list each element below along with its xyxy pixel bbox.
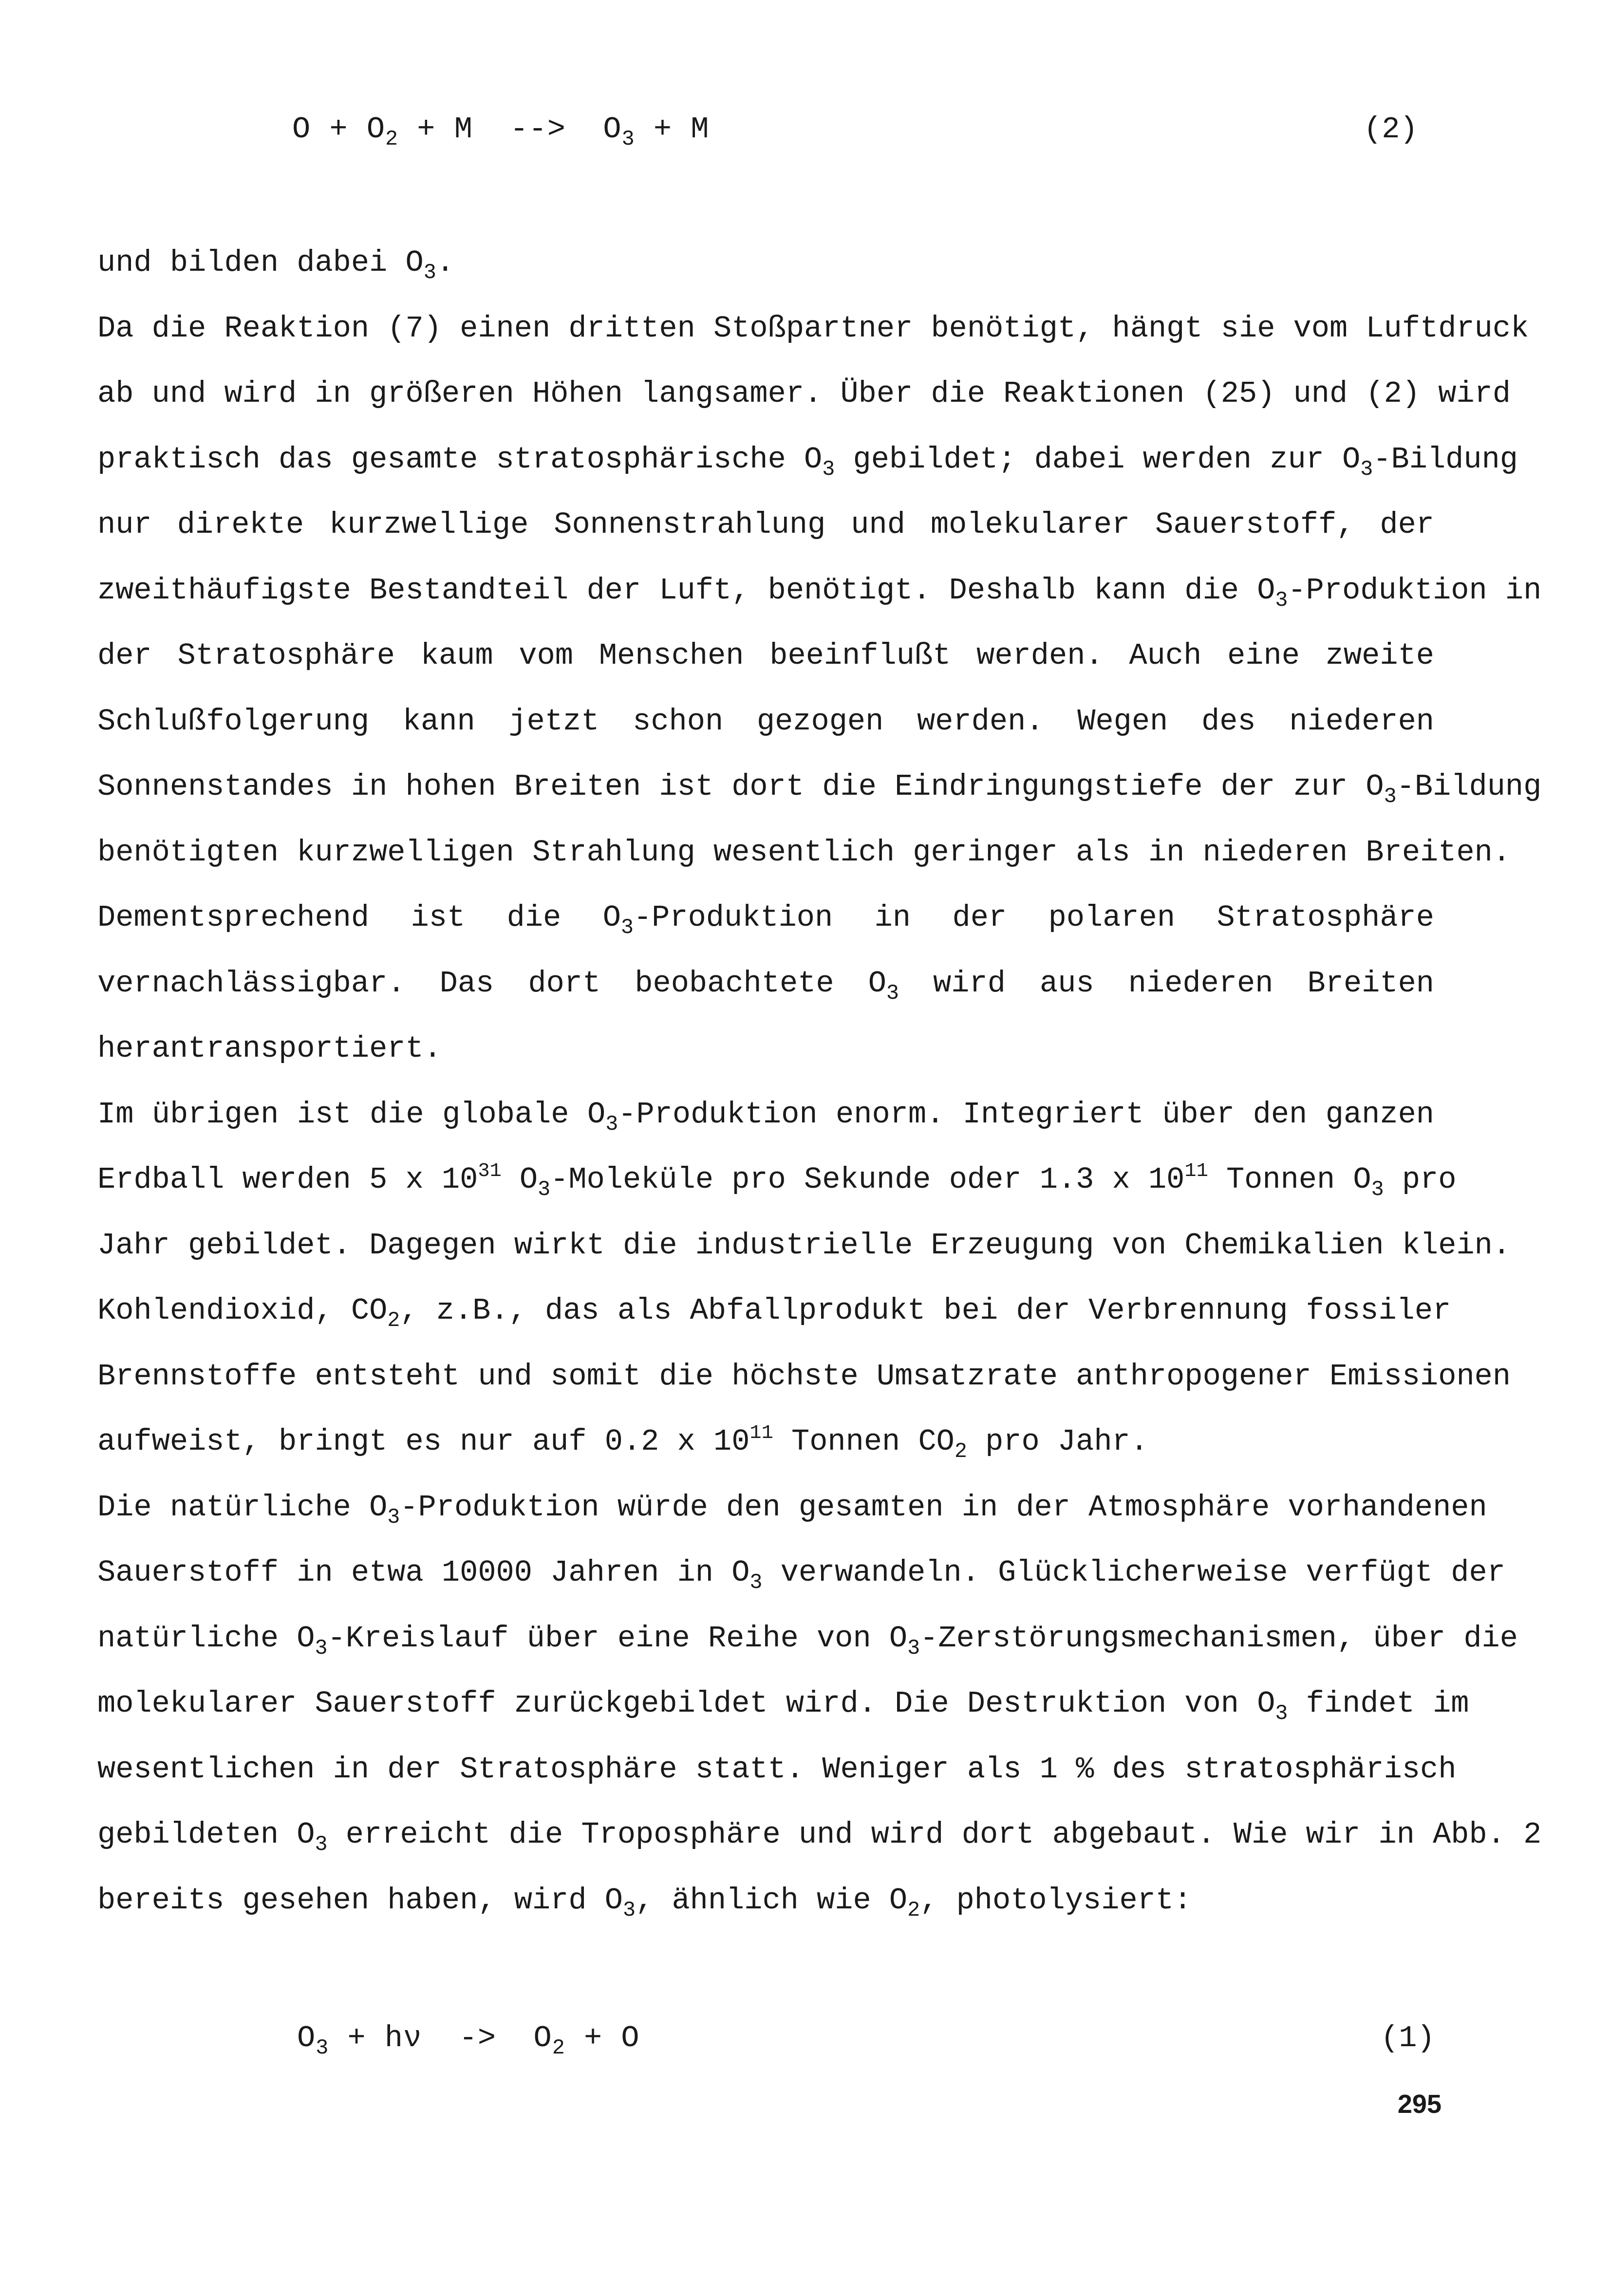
text-line: benötigten kurzwelligen Strahlung wesentlich geringer als in niederen Breiten. (97, 835, 1511, 870)
equation-number-2: (2) (1364, 112, 1418, 147)
text-line: Sonnenstandes in hohen Breiten ist dort die Eindringungstiefe der zur $O_3$-Bildung (97, 769, 1542, 809)
text-line: Erdball werden 5 x $10^{31}$ $O_3$-Moleküle pro Sekunde oder 1.3 x $10^{11}$ Tonnen $O_3$ pro (97, 1159, 1457, 1202)
text-line: Kohlendioxid, $CO_2$, z.B., das als Abfallprodukt bei der Verbrennung fossiler (97, 1293, 1451, 1333)
text-line: Da die Reaktion (7) einen dritten Stoßpartner benötigt, hängt sie vom Luftdruck (97, 311, 1529, 346)
text-line: wesentlichen in der Stratosphäre statt. Weniger als 1 % des stratosphärisch (97, 1752, 1457, 1787)
text-line: gebildeten $O_3$ erreicht die Troposphäre und wird dort abgebaut. Wie wir in Abb. 2 (97, 1817, 1542, 1857)
text-line: nur direkte kurzwellige Sonnenstrahlung und molekularer Sauerstoff, der (97, 507, 1434, 542)
text-line: Jahr gebildet. Dagegen wirkt die industrielle Erzeugung von Chemikalien klein. (97, 1228, 1511, 1263)
equation-2: $O + O_2 + M$ --> $O_3 + M$ (292, 112, 710, 152)
text-line: bereits gesehen haben, wird $O_3$, ähnlich wie $O_2$, photolysiert: (97, 1883, 1192, 1923)
text-line: der Stratosphäre kaum vom Menschen beeinflußt werden. Auch eine zweite (97, 638, 1434, 673)
text-line: natürliche $O_3$-Kreislauf über eine Reihe von $O_3$-Zerstörungsmechanismen, über die (97, 1621, 1518, 1661)
text-line: praktisch das gesamte stratosphärische $O_3$ gebildet; dabei werden zur $O_3$-Bildung (97, 442, 1518, 482)
text-line: ab und wird in größeren Höhen langsamer. Über die Reaktionen (25) und (2) wird (97, 376, 1511, 411)
text-line: herantransportiert. (97, 1031, 442, 1066)
text-line: aufweist, bringt es nur auf 0.2 x $10^{11}$ Tonnen $CO_2$ pro Jahr. (97, 1421, 1148, 1464)
text-line: und bilden dabei $O_3$. (97, 245, 454, 285)
page-number: 295 (1397, 2090, 1442, 2119)
text-line: molekularer Sauerstoff zurückgebildet wird. Die Destruktion von $O_3$ findet im (97, 1686, 1469, 1726)
text-line: Brennstoffe entsteht und somit die höchste Umsatzrate anthropogener Emissionen (97, 1359, 1511, 1394)
equation-number-1: (1) (1381, 2021, 1435, 2055)
text-line: Die natürliche $O_3$-Produktion würde den gesamten in der Atmosphäre vorhandenen (97, 1490, 1487, 1530)
text-line: Sauerstoff in etwa 10000 Jahren in $O_3$ verwandeln. Glücklicherweise verfügt der (97, 1555, 1505, 1595)
equation-1: $O_3 + h\nu -> O_2 + O$ (297, 2021, 640, 2061)
text-line: Dementsprechend ist die $O_3$-Produktion in der polaren Stratosphäre (97, 900, 1434, 940)
text-line: Im übrigen ist die globale $O_3$-Produktion enorm. Integriert über den ganzen (97, 1097, 1434, 1137)
text-line: vernachlässigbar. Das dort beobachtete $O_3$ wird aus niederen Breiten (97, 966, 1434, 1006)
text-line: zweithäufigste Bestandteil der Luft, benötigt. Deshalb kann die $O_3$-Produktion in (97, 573, 1542, 613)
text-line: Schlußfolgerung kann jetzt schon gezogen werden. Wegen des niederen (97, 704, 1434, 739)
